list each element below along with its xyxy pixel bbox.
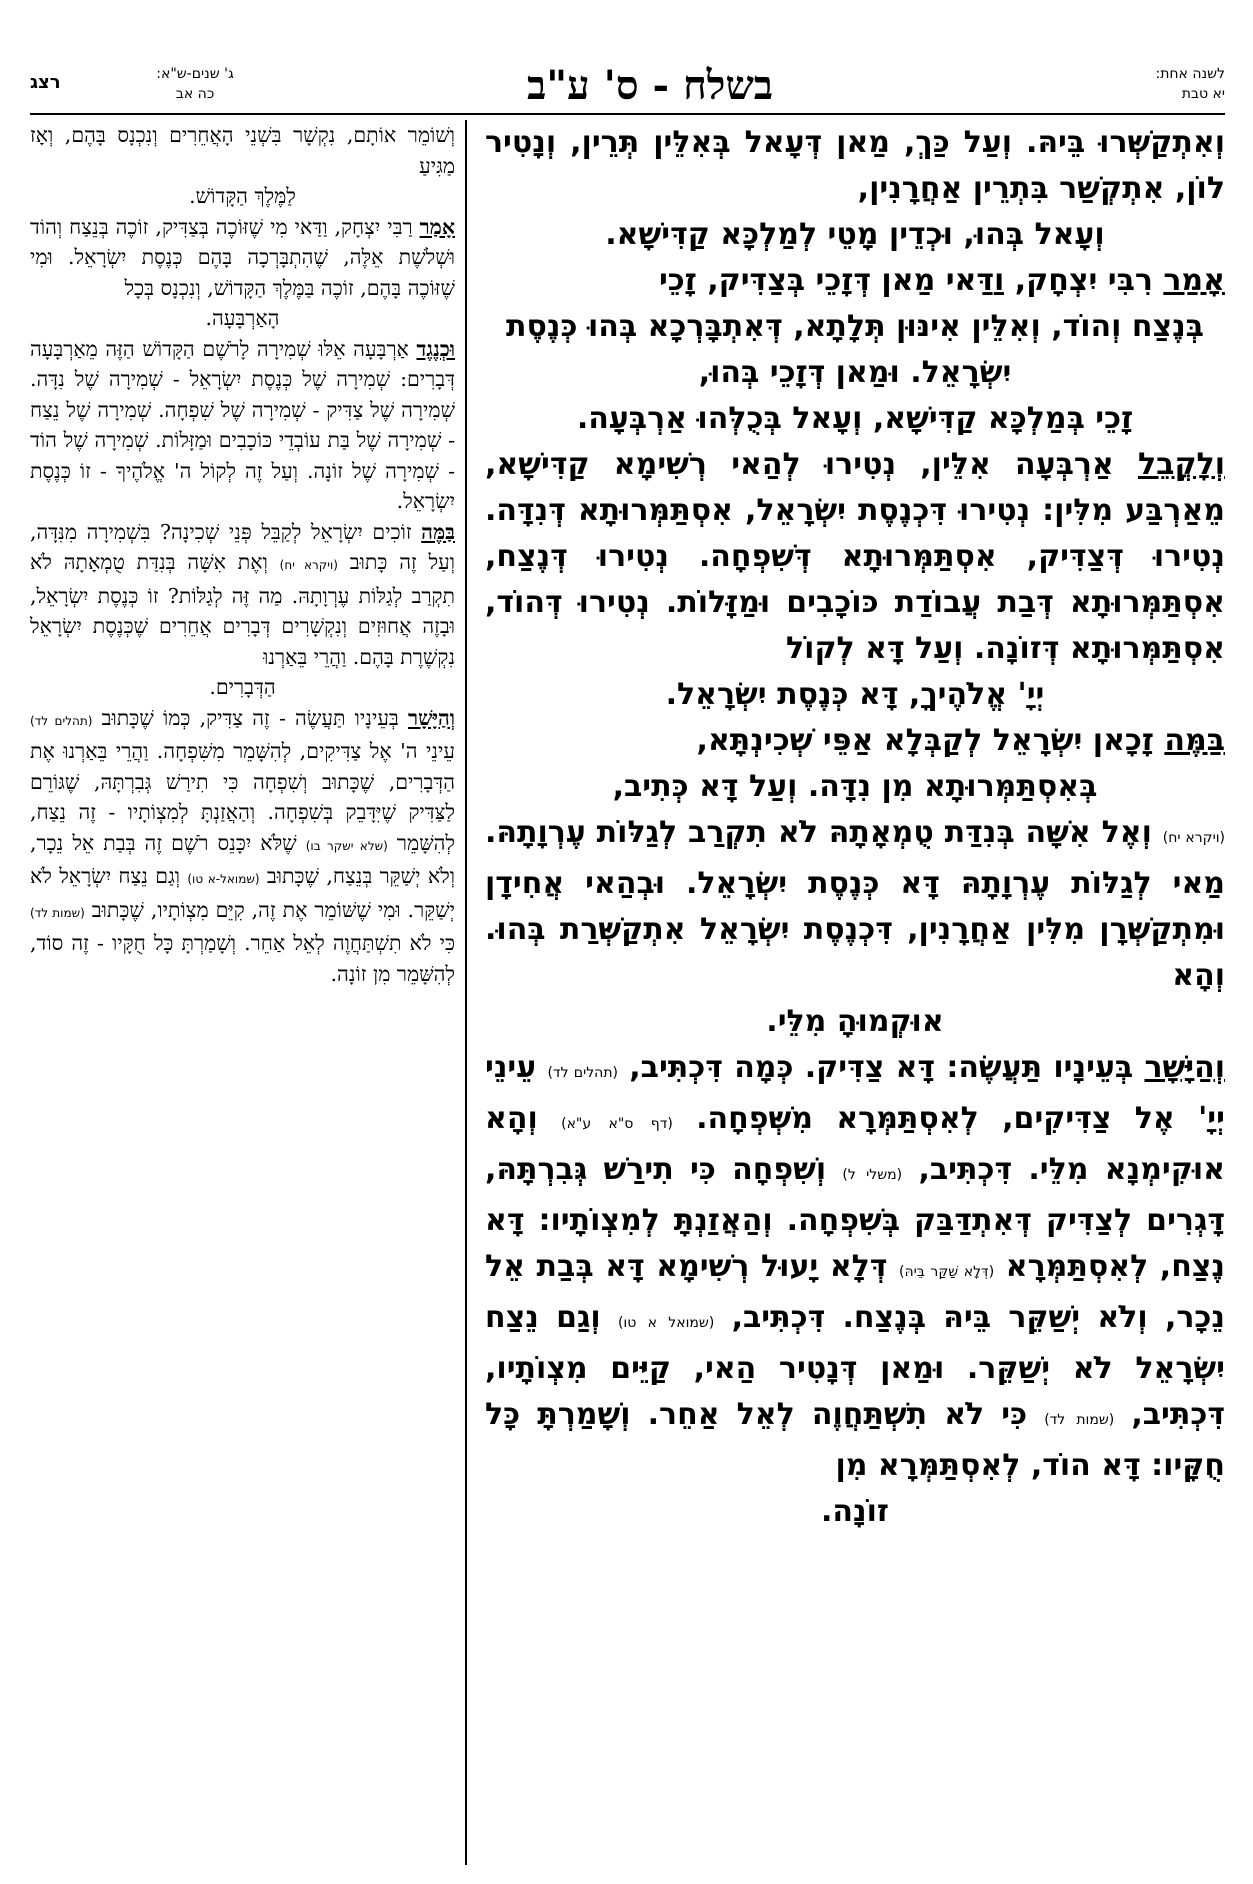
main-paragraph-5 — [485, 1045, 1225, 1489]
main-text: רִבִּי יִצְחָק, וַדַּאי מַאן דְּזָכֵי בְּצַדִּיק, זָכֵי — [658, 263, 1164, 298]
main-paragraph-4-line — [485, 764, 1225, 810]
main-text: וְאֶל אִשָּׁה בְּנִדַּת טֻמְאָתָהּ לֹא תִקְרַב לְגַלּוֹת עֶרְוָתָהּ. מַאי לְגַלּוֹת עֶרְוָתָהּ דָּא כְּנֶסֶת יִשְׂרָאֵל. וּבְהַאי אֲחִידָן וּמִתְקַשְּׁרָן מִלִּין אַחֲרָנִין, דִּכְנֶסֶת יִשְׂרָאֵל אִתְקַשְּׁרַת בְּהוּ. וְהָא — [485, 815, 1225, 993]
side-text: עֵינֵי ה' אֶל צַדִּיקִים, לְהִשָּׁמֵר מִשִּׁפְחָה. וַהֲרֵי בֵּאַרְנוּ אֶת הַדְּבָרִים, שֶׁכָּתוּב וְשִׁפְחָה כִּי תִירַשׁ גְּבִרְתָּהּ, שֶׁגּוֹרֵם לַצַּדִּיק שֶׁיִּדָּבֵק בְּשִׁפְחָה. וְהַאֲזַנְתָּ לְמִצְוֹתָיו - זֶה נֵצַח, לְהִשָּׁמֵר — [30, 739, 455, 855]
source-reference: (תהלים לד) — [547, 1065, 618, 1081]
main-text: אַרְבְּעָה אִלֵּין, נְטִירוּ לְהַאי רְשִׁימָא קַדִּישָׁא, מֵאַרְבַּע מִלִּין: נְטִירוּ דִּכְנֶסֶת יִשְׂרָאֵל, אִסְתַּמְּרוּתָא דְּנִדָּה. נְטִירוּ דְּצַדִּיק, אִסְתַּמְּרוּתָא דְּשִׁפְחָה. נְטִירוּ דְּנֶצַח, אִסְתַּמְּרוּתָא דְּבַת עֲבוֹדַת כּוֹכָבִים וּמַזָּלוֹת. נְטִירוּ דְּהוֹד, אִסְתַּמְּרוּתָא דְּזוֹנָה. וְעַל דָּא לְקוֹל — [485, 447, 1225, 666]
page-number: רצג — [30, 72, 61, 93]
column-divider — [465, 120, 467, 1865]
main-paragraph-2-end — [485, 396, 1225, 442]
one-year-date: יא טבת — [1181, 86, 1225, 102]
side-paragraph-2 — [30, 212, 455, 304]
main-paragraph-4-body — [485, 810, 1225, 999]
source-reference: (ויקרא יח) — [1162, 830, 1226, 846]
side-text: רַבִּי יִצְחָק, וַדַּאי מִי שֶׁזּוֹכֶה בְּצַדִּיק, זוֹכֶה בְּנֵצַח וְהוֹד וּשְׁלֹשֶׁת אֵלֶּה, שֶׁהִתְבָּרְכָה בָּהֶם כְּנֶסֶת יִשְׂרָאֵל. וּמִי שֶׁזּוֹכֶה בָּהֶם, זוֹכֶה בַּמֶּלֶךְ הַקָּדוֹשׁ, וְנִכְנָס בְּכָל — [30, 214, 455, 300]
page-title: בשלח - ס' ע"ב — [526, 62, 774, 109]
source-reference: (שמות לד) — [30, 905, 85, 920]
main-text: וְאִתְקַשְּׁרוּ בֵּיהּ. וְעַל כַּךְ, מַאן דְּעָאל בְּאִלֵּין תְּרֵין, וְנָטִיר לוֹן, אִתְקְשַׁר בִּתְרֵין אַחֲרָנִין, — [485, 125, 1225, 206]
side-text: שֶׁלֹּא יִכָּנֵס רֹשֶׁם זֶה בְּבַת אֵל נֵכָר, וְלֹא יְשַׁקֵּר בְּנֵצַח, שֶׁכָּתוּב — [30, 830, 455, 888]
source-reference: (ויקרא יח) — [279, 558, 338, 572]
main-text: זָכָאן יִשְׂרָאֵל לְקַבְּלָא אַפֵּי שְׁכִינְתָּא, — [696, 723, 1165, 758]
source-reference: (תהלים לד) — [30, 713, 93, 728]
main-paragraph-3 — [485, 442, 1225, 672]
main-paragraph-1 — [485, 120, 1225, 212]
lead-word: וְהַיָּשָׁר — [408, 705, 455, 730]
hebrew-translation-column — [30, 120, 455, 989]
one-year-label: לשנה אחת: — [1155, 66, 1225, 82]
side-paragraph-5 — [30, 703, 455, 990]
main-text: זָכֵי בְּמַלְכָּא קַדִּישָׁא, וְעָאל בְּכֻלְּהוּ אַרְבְּעָה. — [576, 401, 1134, 436]
variant-reference: (דְּלָא שַׁקַּר בֵּיהּ) — [899, 1264, 995, 1280]
side-text: אַרְבָּעָה אֵלּוּ שְׁמִירָה לָרֹשֶׁם הַקָּדוֹשׁ הַזֶּה מֵאַרְבָּעָה דְּבָרִים: שְׁמִירָה שֶׁל כְּנֶסֶת יִשְׂרָאֵל - שְׁמִירָה שֶׁל נִדָּה. שְׁמִירָה שֶׁל צַדִּיק - שְׁמִירָה שֶׁל שִׁפְחָה. שְׁמִירָה שֶׁל נֵצַח - שְׁמִירָה שֶׁל בַּת עוֹבְדֵי כּוֹכָבִים וּמַזָּלוֹת. שְׁמִירָה שֶׁל הוֹד - שְׁמִירָה שֶׁל זוֹנָה. וְעַל זֶה לְקוֹל ה' אֱלֹהֶיךָ - זוֹ כְּנֶסֶת יִשְׂרָאֵל. — [30, 336, 455, 513]
source-reference: (שמואל א טו) — [617, 1315, 715, 1331]
three-year-schedule — [110, 64, 280, 104]
side-text: וְשׁוֹמֵר אוֹתָם, נִקְשָׁר בִּשְׁנֵי הָאֲחֵרִים וְנִכְנָס בָּהֶם, וְאָז מַגִּיעַ — [30, 123, 455, 178]
source-reference: (שמות לד) — [1044, 1412, 1115, 1428]
lead-word: אָמַר — [1163, 263, 1225, 298]
main-text: יְיָ' אֱלֹהֶיךָ, דָּא כְּנֶסֶת יִשְׂרָאֵל. — [665, 677, 1045, 712]
main-paragraph-1-end — [485, 212, 1225, 258]
main-text: וְעָאל בְּהוּ, וּכְדֵין מָטֵי לְמַלְכָּא קַדִּישָׁא. — [605, 217, 1105, 252]
aramaic-text-column — [485, 120, 1225, 1535]
main-paragraph-4-end — [485, 999, 1225, 1045]
main-text: עֵינֵי יְיָ' אֶל צַדִּיקִים, לְאִסְתַּמְּרָא מִשְּׁפְחָה. — [485, 1050, 1225, 1136]
main-text: זוֹנָה. — [821, 1494, 889, 1529]
source-reference: (משלי ל) — [842, 1167, 903, 1183]
main-text: וְהָא אוּקִימְנָא מִלֵּי. דִּכְתִּיב, — [485, 1101, 1225, 1187]
main-text: כִּי לֹא תִשְׁתַּחֲוֶה לְאֵל אַחֵר. וְשָׁמַרְתָּ כָּל חֻקָּיו: דָּא הוֹד, לְאִסְתַּמְּרָא מִן — [485, 1397, 1225, 1483]
main-paragraph-2-line — [485, 304, 1225, 396]
main-text: בְּנֶצַח וְהוֹד, וְאִלֵּין אִינּוּן תְּלָתָא, דְּאִתְבָּרְכָא בְּהוּ כְּנֶסֶת יִשְׂרָאֵל. וּמַאן דְּזָכֵי בְּהוּ, — [506, 309, 1204, 390]
lead-word: וְהַיָּשָׁר — [1144, 1050, 1226, 1085]
main-text: בְּעֵינָיו תַּעֲשֶׂה: דָּא צַדִּיק. כְּמָה דִּכְתִּיב, — [629, 1050, 1145, 1085]
side-text: וְגַם נֵצַח יִשְׂרָאֵל לֹא יְשַׁקֵּר. וּמִי שֶׁשּׁוֹמֵר אֶת זֶה, קִיֵּם מִצְוֹתָיו, שֶׁכָּתוּב — [30, 864, 455, 922]
main-text: דְּלָא יָעוּל רְשִׁימָא דָּא בְּבַת אֵל נֵכָר, וְלֹא יְשַׁקֵּר בֵּיהּ בְּנֶצַח. דִּכְתִּיב, — [485, 1249, 1225, 1335]
header-rule — [30, 113, 1225, 115]
lead-word: וְלָקֳבֵל — [1138, 447, 1225, 482]
side-text: לַמֶּלֶךְ הַקָּדוֹשׁ. — [189, 184, 296, 208]
one-year-schedule — [1025, 64, 1225, 104]
lead-word: אָמַר — [419, 214, 455, 239]
lead-word: בַּמֶּה — [1164, 723, 1225, 758]
main-paragraph-5-end — [485, 1489, 1225, 1535]
main-text: וְגַם נֵצַח יִשְׂרָאֵל לֹא יְשַׁקֵּר. וּמַאן דְּנָטִיר הַאי, קַיֵּים מִצְוֹתָיו, דִּכְתִּיב, — [485, 1300, 1225, 1432]
main-paragraph-4 — [485, 718, 1225, 764]
side-paragraph-2-end — [30, 303, 455, 334]
side-paragraph-3 — [30, 334, 455, 517]
main-text: אוּקְמוּהָ מִלֵּי. — [766, 1004, 944, 1039]
three-year-label: ג' שנים-ש"א: — [156, 66, 234, 82]
page-header — [30, 60, 1225, 118]
lead-word: בַּמֶּה — [421, 519, 455, 544]
side-text: כִּי לֹא תִשְׁתַּחֲוֶה לְאֵל אַחֵר. וְשָׁמַרְתָּ כָּל חֻקָּיו - זֶה סוֹד, לְהִשָּׁמֵר מִן זוֹנָה. — [30, 931, 455, 986]
side-paragraph-1-end — [30, 181, 455, 212]
main-text: וְשִׁפְחָה כִּי תִירַשׁ גְּבִרְתָּהּ, דָּגְרִים לְצַדִּיק דְּאִתְדַּבַּק בְּשִׁפְחָה. וְהַאֲזַנְתָּ לְמִצְוֹתָיו: דָּא נֶצַח, לְאִסְתַּמְּרָא — [485, 1152, 1225, 1284]
side-text: וְאֶת אִשָּׁה בְּנִדַּת טֻמְאָתָהּ לֹא תִקְרַב לְגַלּוֹת עֶרְוָתָהּ. מַה זֶּה לְגַלּוֹת? זוֹ כְּנֶסֶת יִשְׂרָאֵל, וּבָזֶה אֲחוּזִים וְנִקְשָׁרִים דְּבָרִים אֲחֵרִים שֶׁכְּנֶסֶת יִשְׂרָאֵל נִקְשֶׁרֶת בָּהֶם. וַהֲרֵי בֵּאַרְנוּ — [30, 550, 455, 669]
main-text: בְּאִסְתַּמְּרוּתָא מִן נִדָּה. וְעַל דָּא כְּתִיב, — [612, 769, 1098, 804]
main-paragraph-3-end — [485, 672, 1225, 718]
side-paragraph-1 — [30, 120, 455, 181]
variant-reference: (שלא ישקר בו) — [305, 838, 388, 853]
side-paragraph-4 — [30, 517, 455, 673]
main-paragraph-2 — [485, 258, 1225, 304]
three-year-date: כה אב — [175, 86, 215, 102]
side-text: הַדְּבָרִים. — [209, 675, 276, 699]
side-paragraph-4-end — [30, 672, 455, 703]
lead-word: וּכְנֶגֶד — [416, 336, 455, 361]
side-text: זוֹכִים יִשְׂרָאֵל לְקַבֵּל פְּנֵי שְׁכִינָה? בִּשְׁמִירָה מִנִּדָּה, וְעַל זֶה כָּתוּב — [30, 519, 455, 574]
side-text: הָאַרְבָּעָה. — [205, 306, 280, 330]
side-text: בְּעֵינָיו תַּעֲשֶׂה - זֶה צַדִּיק, כְּמוֹ שֶׁכָּתוּב — [101, 705, 408, 730]
source-reference: (שמואל-א טו) — [187, 872, 260, 886]
page-reference: (דף ס"א ע"א) — [561, 1116, 673, 1132]
